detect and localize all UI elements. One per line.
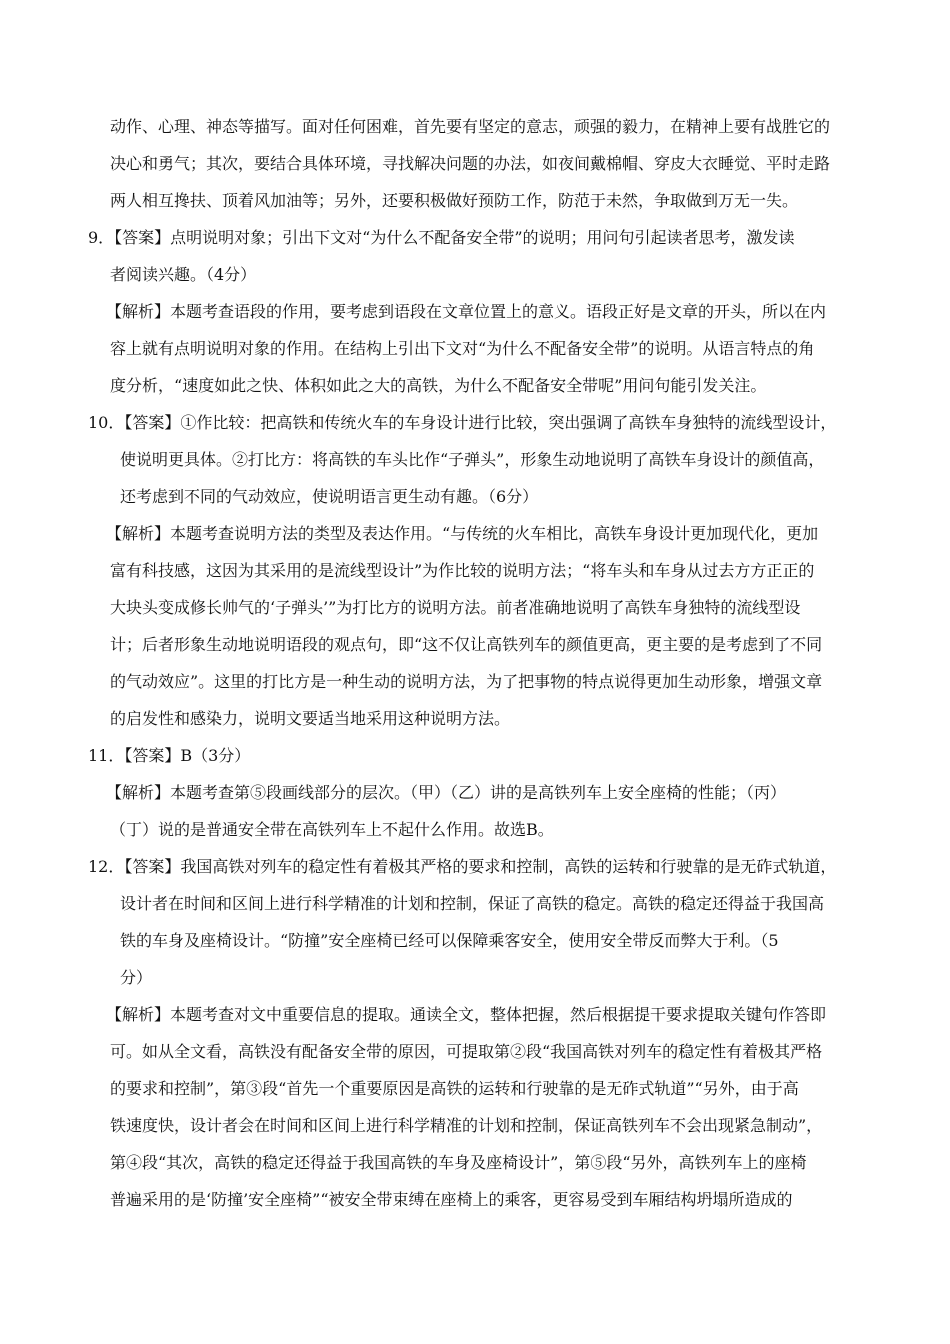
text-line: 的要求和控制”，第③段“首先一个重要原因是高铁的运转和行驶靠的是无砟式轨道”“另外，由于高 — [110, 1079, 799, 1098]
text-line: 的启发性和感染力，说明文要适当地采用这种说明方法。 — [110, 709, 511, 728]
answer-9: 9．【答案】点明说明对象；引出下文对“为什么不配备安全带”的说明；用问句引起读者思考，激发读 — [88, 228, 795, 247]
text-line: 第④段“其次，高铁的稳定还得益于我国高铁的车身及座椅设计”，第⑤段“另外，高铁列车上的座椅 — [110, 1153, 807, 1172]
analysis-12: 【解析】本题考查对文中重要信息的提取。通读全文，整体把握，然后根据提干要求提取关键句作答即 — [106, 1005, 827, 1024]
text-line: 决心和勇气；其次，要结合具体环境，寻找解决问题的办法，如夜间戴棉帽、穿皮大衣睡觉、平时走路 — [110, 154, 831, 173]
text-line: 计；后者形象生动地说明语段的观点句，即“这不仅让高铁列车的颜值更高，更主要的是考虑到了不同 — [110, 635, 823, 654]
analysis-10: 【解析】本题考查说明方法的类型及表达作用。“与传统的火车相比，高铁车身设计更加现代化，更加 — [106, 524, 819, 543]
text-line: 铁的车身及座椅设计。“防撞”安全座椅已经可以保障乘客安全，使用安全带反而弊大于利。（5 — [120, 931, 779, 950]
text-line: 普遍采用的是‘防撞’安全座椅”“被安全带束缚在座椅上的乘客，更容易受到车厢结构坍塌所造成的 — [110, 1190, 793, 1209]
answer-10: 10．【答案】①作比较：把高铁和传统火车的车身设计进行比较，突出强调了高铁车身独特的流线型设计， — [88, 413, 837, 432]
text-line: 可。如从全文看，高铁没有配备安全带的原因，可提取第②段“我国高铁对列车的稳定性有着极其严格 — [110, 1042, 823, 1061]
analysis-9: 【解析】本题考查语段的作用，要考虑到语段在文章位置上的意义。语段正好是文章的开头，所以在内 — [106, 302, 827, 321]
answer-12: 12．【答案】我国高铁对列车的稳定性有着极其严格的要求和控制，高铁的运转和行驶靠的是无砟式轨道， — [88, 857, 837, 876]
text-line: 分） — [120, 968, 153, 987]
text-line: 大块头变成修长帅气的‘子弹头’”为打比方的说明方法。前者准确地说明了高铁车身独特的流线型设 — [110, 598, 801, 617]
text-line: 动作、心理、神态等描写。面对任何困难，首先要有坚定的意志，顽强的毅力，在精神上要有战胜它的 — [110, 117, 831, 136]
text-line: 富有科技感，这因为其采用的是流线型设计”为作比较的说明方法；“将车头和车身从过去方方正正的 — [110, 561, 815, 580]
text-line: （丁）说的是普通安全带在高铁列车上不起什么作用。故选B。 — [110, 820, 554, 839]
text-line: 者阅读兴趣。（4分） — [110, 265, 257, 284]
text-line: 设计者在时间和区间上进行科学精准的计划和控制，保证了高铁的稳定。高铁的稳定还得益于我国高 — [120, 894, 825, 913]
answer-11: 11．【答案】B（3分） — [88, 746, 251, 765]
text-line: 还考虑到不同的气动效应，使说明语言更生动有趣。（6分） — [120, 487, 539, 506]
text-line: 两人相互搀扶、顶着风加油等；另外，还要积极做好预防工作，防范于未然，争取做到万无一失。 — [110, 191, 799, 210]
text-line: 度分析，“速度如此之快、体积如此之大的高铁，为什么不配备安全带呢”用问句能引发关注。 — [110, 376, 767, 395]
text-line: 铁速度快，设计者会在时间和区间上进行科学精准的计划和控制，保证高铁列车不会出现紧急制动”， — [110, 1116, 823, 1135]
text-line: 容上就有点明说明对象的作用。在结构上引出下文对“为什么不配备安全带”的说明。从语言特点的角 — [110, 339, 815, 358]
text-line: 的气动效应”。这里的打比方是一种生动的说明方法，为了把事物的特点说得更加生动形象，增强文章 — [110, 672, 823, 691]
text-line: 使说明更具体。②打比方：将高铁的车头比作“子弹头”，形象生动地说明了高铁车身设计的颜值高， — [120, 450, 825, 469]
analysis-11: 【解析】本题考查第⑤段画线部分的层次。（甲）（乙）讲的是高铁列车上安全座椅的性能；（丙） — [106, 783, 787, 802]
